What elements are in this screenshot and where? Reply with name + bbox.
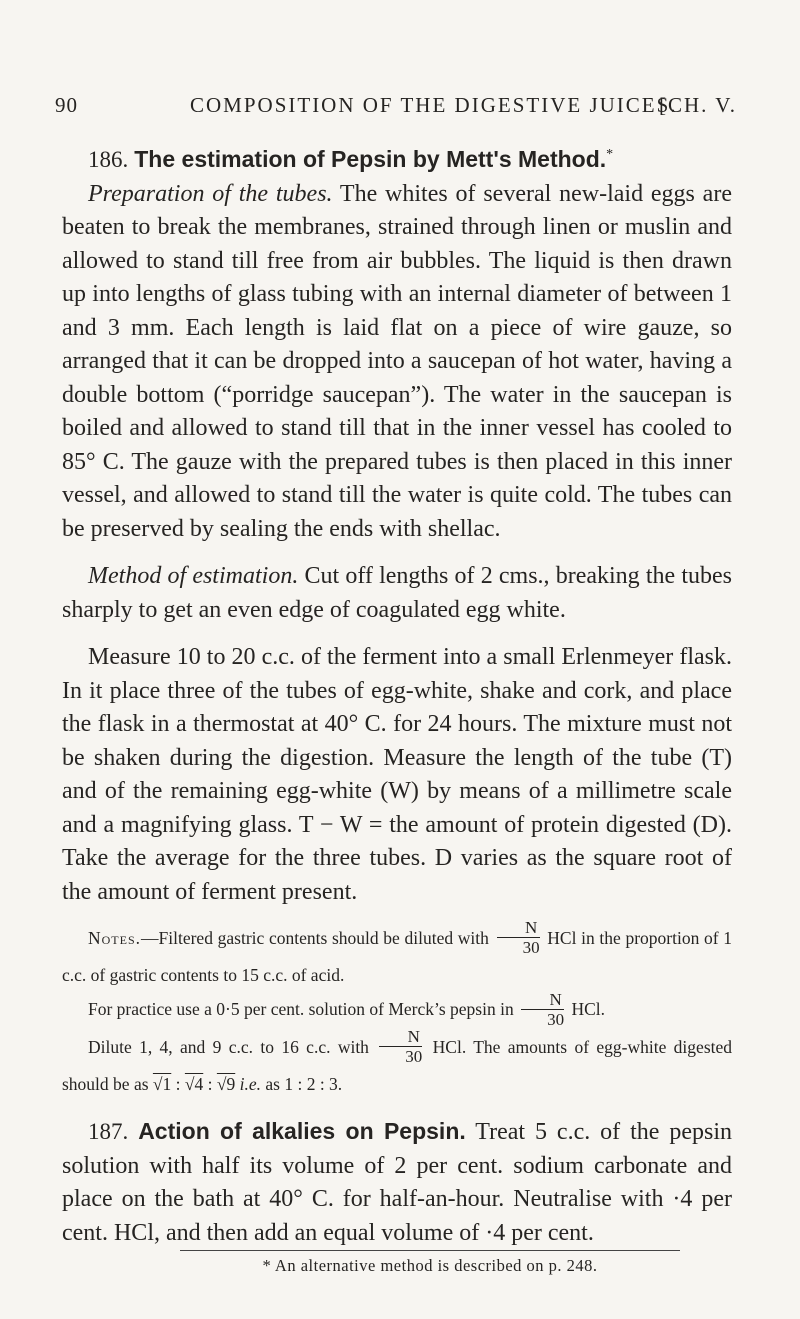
section-title: The estimation of Pepsin by Mett's Method. (134, 146, 607, 172)
note-1-text-a: —Filtered gastric contents should be diluted with (141, 928, 489, 948)
fraction-numerator: N (497, 919, 540, 938)
notes-block (62, 918, 733, 1101)
footnote-reference: * (606, 147, 614, 162)
chapter-marker: [CH. V. (659, 93, 737, 117)
notes-label: Notes. (88, 928, 142, 948)
normality-fraction (379, 1028, 422, 1065)
section-187-paragraph (62, 1115, 732, 1250)
ratio-root-4: √4 (184, 1074, 204, 1095)
ratio-root-9: √9 (216, 1074, 236, 1095)
running-title: COMPOSITION OF THE DIGESTIVE JUICES. (190, 93, 678, 117)
note-2-text-a: For practice use a 0·5 per cent. solution of Merck’s pepsin in (88, 999, 514, 1020)
section-title: Action of alkalies on Pepsin. (138, 1118, 466, 1145)
measure-paragraph (62, 641, 732, 909)
footnote (180, 1256, 680, 1276)
fraction-numerator: N (379, 1028, 422, 1047)
ie-abbreviation: i.e. (239, 1074, 261, 1095)
note-2-text-b: HCl. (571, 999, 606, 1020)
page-header (55, 93, 755, 121)
preparation-text: The whites of several new-laid eggs are beaten to break the membranes, strained through linen or muslin and allowed to stand till free from air bubbles. The liquid is then drawn up into lengths of glass tubing with an internal diameter of between 1 and 3 mm. Each length is laid flat on a piece of wire gauze, so arranged that it can be dropped into a saucepan of hot water, having a double bottom (“porridge saucepan”). The water in the saucepan is boiled and allowed to stand till that in the inner vessel has cooled to 85° C. The gauze with the prepared tubes is then placed in this inner vessel, and allowed to stand till the water is quite cold. The tubes can be preserved by sealing the ends with shellac. (62, 180, 732, 542)
measure-text: Measure 10 to 20 c.c. of the ferment into a small Erlenmeyer flask. In it place three of the tubes of egg-white, shake and cork, and place the flask in a thermostat at 40° C. for 24 hours. The mixture must not be shaken during the digestion. Measure the length of the tube (T) and of the remaining egg-white (W) by means of a millimetre scale and a magnifying glass. T − W = the amount of protein digested (D). Take the average for the three tubes. D varies as the square root of the amount of ferment present. (62, 644, 732, 905)
preparation-paragraph (62, 178, 732, 547)
note-1-text-b: HCl in the proportion of 1 c.c. of gastric contents to 15 c.c. of acid. (62, 928, 733, 986)
fraction-numerator: N (521, 991, 564, 1010)
footnote-text: An alternative method is described on p. 248. (274, 1256, 598, 1275)
note-3 (62, 1027, 733, 1101)
footnote-mark: * (262, 1256, 272, 1275)
section-number: 186. (88, 147, 129, 172)
fraction-denominator: 30 (547, 1009, 565, 1029)
ratio-separator: : (171, 1074, 185, 1095)
note-3-text-a: Dilute 1, 4, and 9 c.c. to 16 c.c. with (88, 1036, 369, 1057)
section-number: 187. (88, 1119, 129, 1145)
section-187-text: Treat 5 c.c. of the pepsin solution with half its volume of 2 per cent. sodium carbonate and place on the bath at 40° C. for half-an-hour. Neutralise with ·4 per cent. HCl, and then add an equal volume of ·4 per cent. (62, 1119, 732, 1246)
note-3-text-b: HCl. The amounts of egg-white digested should be as (62, 1036, 733, 1095)
normality-fraction (497, 919, 540, 956)
method-label: Method of estimation. (88, 563, 299, 589)
note-1 (62, 918, 733, 992)
ratio-result: as 1 : 2 : 3. (265, 1074, 343, 1095)
ratio-separator: : (203, 1074, 217, 1095)
page-number: 90 (55, 93, 78, 117)
normality-fraction (521, 991, 564, 1028)
fraction-denominator: 30 (405, 1047, 423, 1067)
method-paragraph (62, 560, 732, 627)
fraction-denominator: 30 (522, 938, 540, 958)
method-text: Cut off lengths of 2 cms., breaking the tubes sharply to get an even edge of coagulated egg white. (62, 563, 733, 623)
preparation-label: Preparation of the tubes. (88, 180, 333, 207)
page-body (62, 138, 732, 1250)
note-2 (62, 989, 732, 1029)
section-186-heading (62, 138, 732, 178)
ratio-root-1: √1 (152, 1074, 172, 1095)
footnote-divider (180, 1250, 680, 1251)
